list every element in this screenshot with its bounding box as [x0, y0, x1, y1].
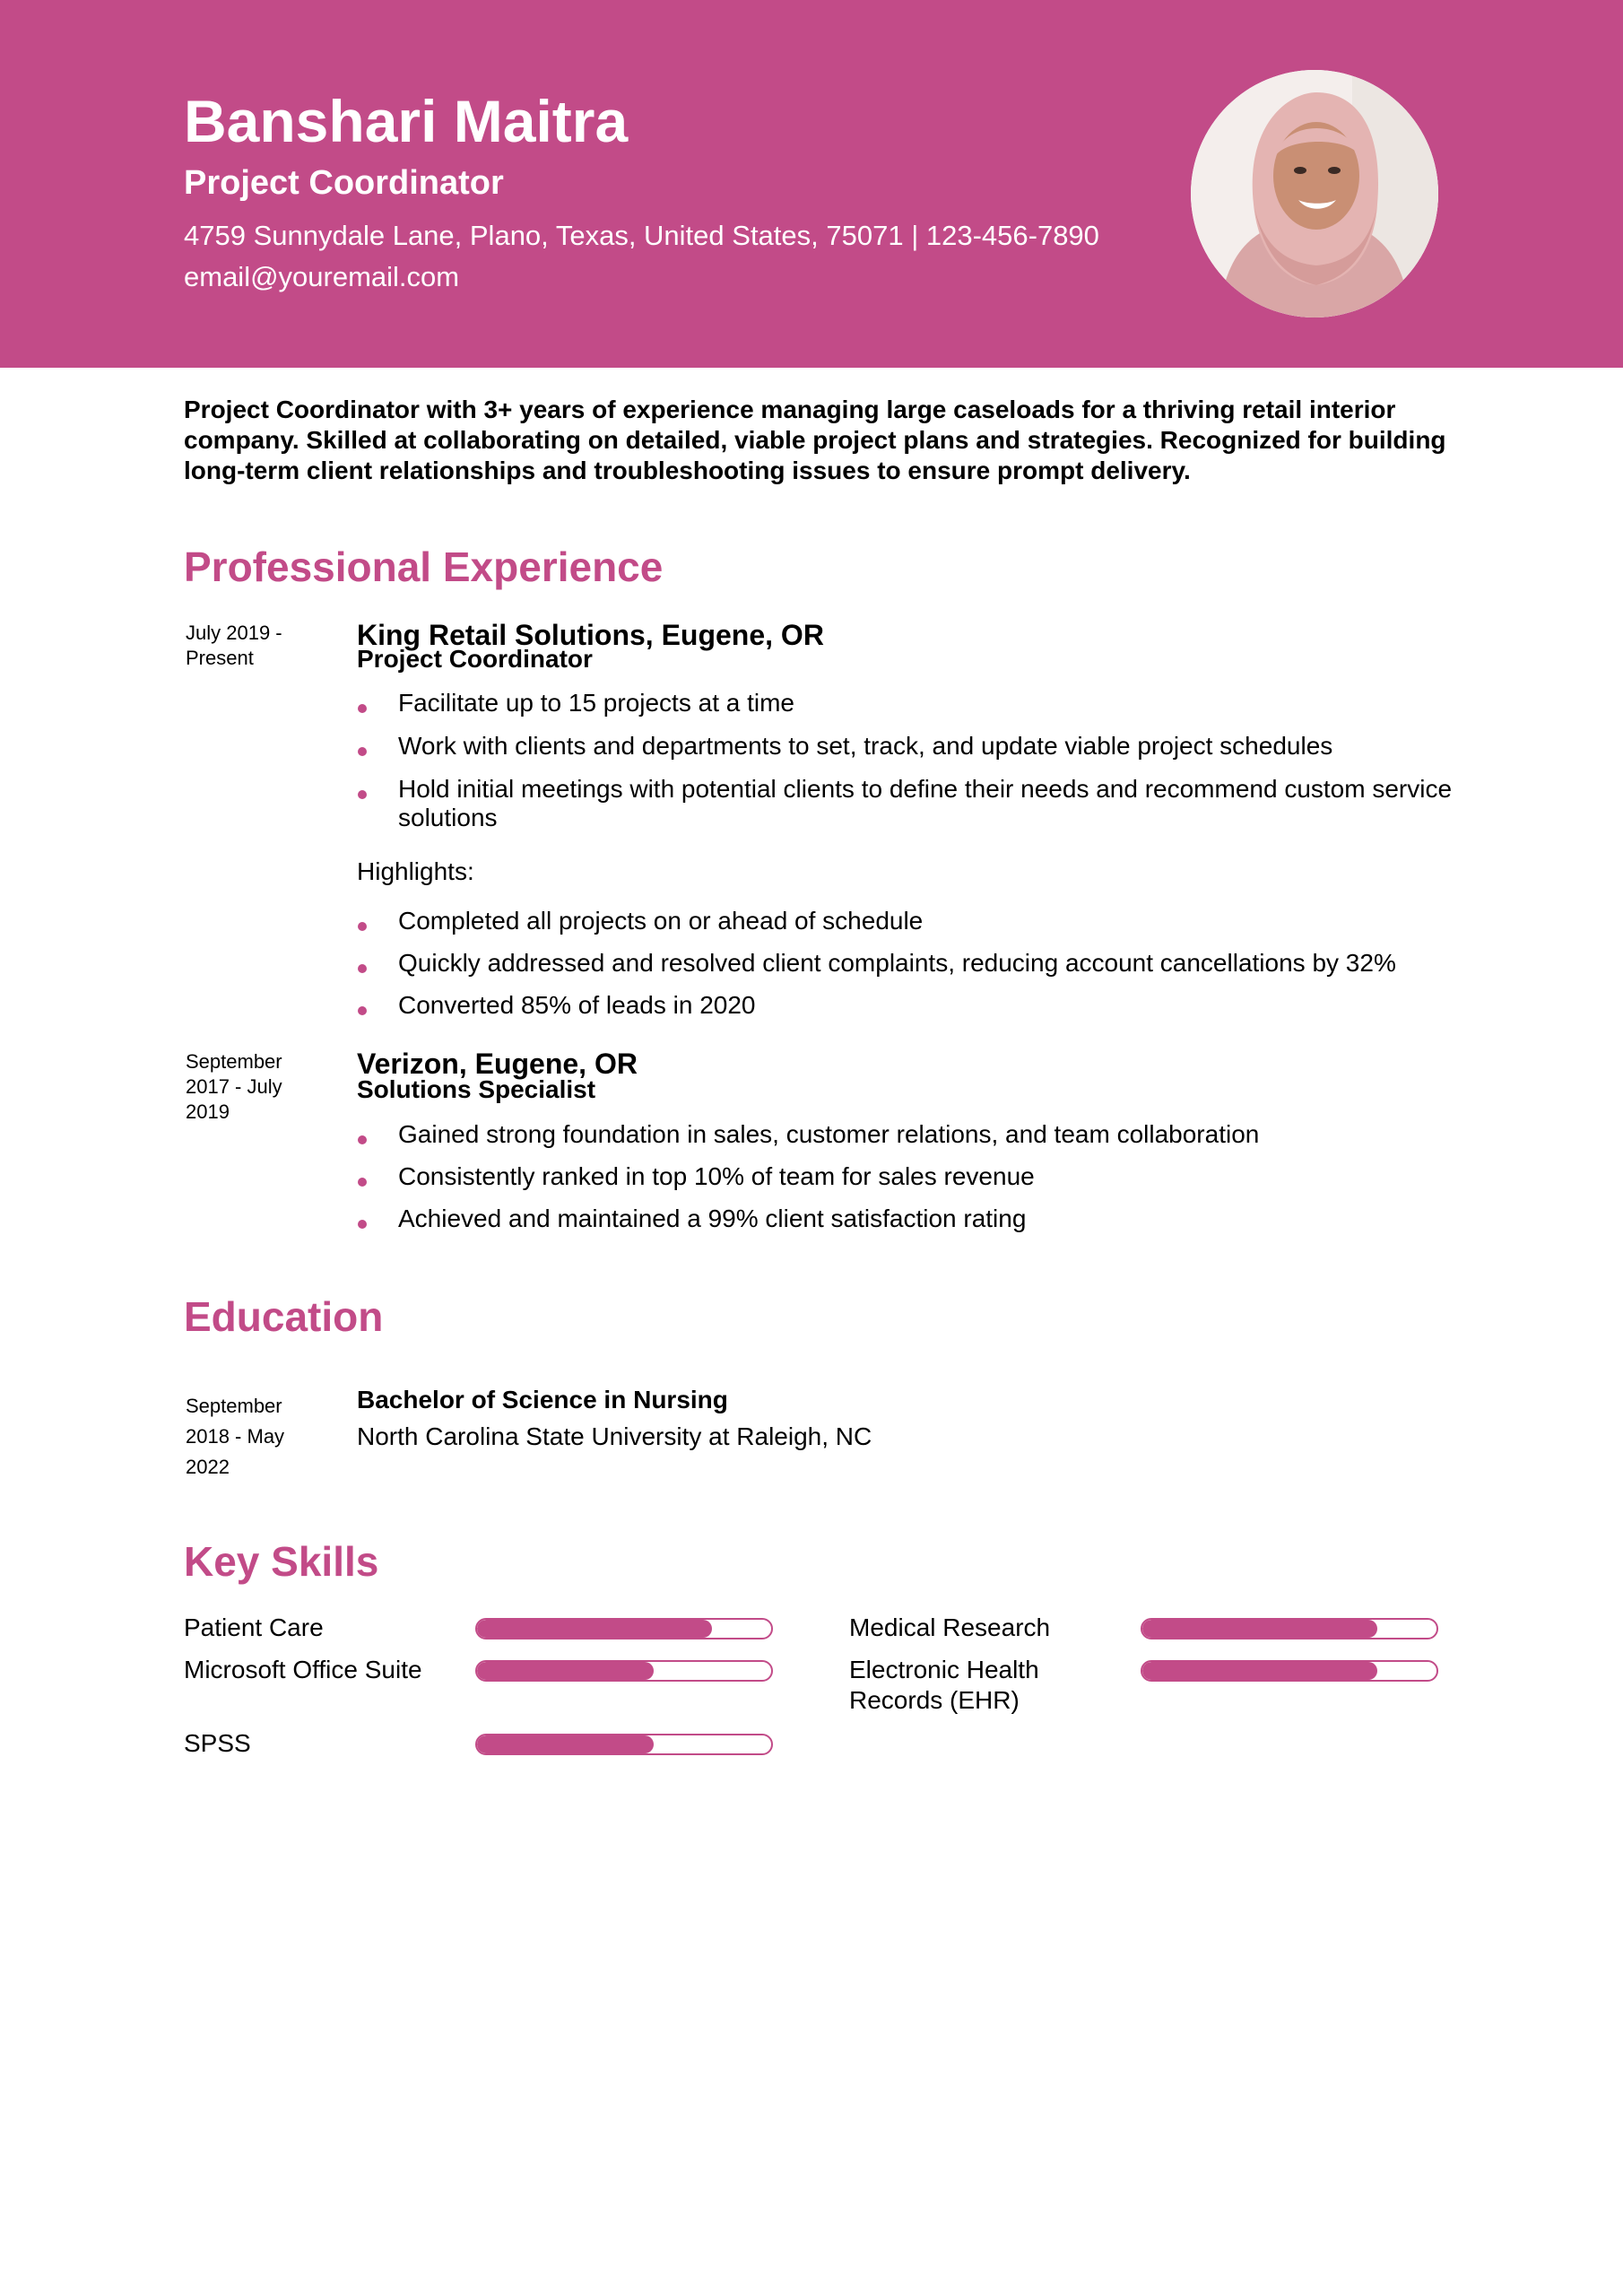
job-2-duties	[357, 1120, 1460, 1233]
professional-summary: Project Coordinator with 3+ years of experience managing large caseloads for a thriving retail interior company. Skilled at collaborating on detailed, viable project plans and strategies. Recognized for building long-term client relationships and troubleshooting issues to ensure prompt delivery.	[184, 396, 1446, 484]
bullet-icon	[358, 922, 367, 931]
header-band	[0, 0, 1623, 368]
skill-level-fill	[477, 1620, 712, 1638]
job-2-role: Solutions Specialist	[357, 1075, 596, 1103]
list-item	[357, 775, 1460, 832]
list-item	[357, 1162, 1460, 1191]
job-1-company: King Retail Solutions, Eugene, OR	[357, 619, 824, 651]
list-item	[357, 907, 1460, 935]
list-item-text: Consistently ranked in top 10% of team for sales revenue	[398, 1162, 1035, 1190]
skill-level-fill	[477, 1662, 654, 1680]
list-item-text: Work with clients and departments to set, track, and update viable project schedules	[398, 732, 1333, 760]
list-item-text: Completed all projects on or ahead of schedule	[398, 907, 924, 935]
list-item-text: Facilitate up to 15 projects at a time	[398, 689, 794, 717]
skill-name: Patient Care	[184, 1613, 324, 1641]
job-1-duties	[357, 689, 1460, 832]
skill-level-fill	[1142, 1662, 1377, 1680]
bullet-icon	[358, 704, 367, 713]
list-item-text: Gained strong foundation in sales, customer relations, and team collaboration	[398, 1120, 1260, 1148]
list-item	[357, 949, 1460, 978]
job-2-dates	[186, 1049, 329, 1125]
list-item	[357, 991, 1460, 1020]
profile-photo	[1191, 70, 1438, 317]
education-heading: Education	[184, 1293, 384, 1340]
skill-level-bar	[475, 1734, 773, 1755]
bullet-icon	[358, 747, 367, 756]
job-1-dates	[186, 621, 329, 671]
bullet-icon	[358, 1135, 367, 1144]
job-1-highlights	[357, 907, 1460, 1020]
job-2-date-line: 2019	[186, 1100, 230, 1123]
job-1-date-line: July 2019 -	[186, 622, 282, 644]
candidate-name: Banshari Maitra	[184, 88, 629, 154]
skill-level-bar	[1141, 1660, 1438, 1682]
bullet-icon	[358, 1178, 367, 1187]
skill-name: Electronic Health Records (EHR)	[849, 1656, 1039, 1714]
experience-heading: Professional Experience	[184, 544, 664, 590]
job-2-date-line: 2017 - July	[186, 1075, 282, 1098]
list-item-text: Hold initial meetings with potential clients to define their needs and recommend custom service solutions	[398, 775, 1453, 831]
list-item-text: Quickly addressed and resolved client complaints, reducing account cancellations by 32%	[398, 949, 1396, 977]
education-date-line: 2022	[186, 1456, 230, 1478]
skill-level-fill	[1142, 1620, 1377, 1638]
job-2-date-line: September	[186, 1050, 282, 1073]
skill-level-bar	[1141, 1618, 1438, 1639]
job-1-highlights-label: Highlights:	[357, 857, 474, 885]
list-item	[357, 732, 1460, 761]
job-2-company: Verizon, Eugene, OR	[357, 1048, 638, 1080]
list-item	[357, 1205, 1460, 1233]
skill-level-bar	[475, 1618, 773, 1639]
job-1-role: Project Coordinator	[357, 645, 593, 673]
list-item	[357, 1120, 1460, 1149]
list-item-text: Converted 85% of leads in 2020	[398, 991, 756, 1019]
education-school: North Carolina State University at Raleigh, NC	[357, 1422, 872, 1450]
bullet-icon	[358, 790, 367, 799]
list-item	[357, 689, 1460, 718]
education-date-line: September	[186, 1395, 282, 1417]
list-item-text: Achieved and maintained a 99% client satisfaction rating	[398, 1205, 1027, 1232]
profile-photo-illustration	[1191, 70, 1438, 317]
bullet-icon	[358, 964, 367, 973]
education-date-line: 2018 - May	[186, 1425, 285, 1448]
skill-level-fill	[477, 1735, 654, 1753]
candidate-headline: Project Coordinator	[184, 164, 504, 202]
bullet-icon	[358, 1006, 367, 1015]
bullet-icon	[358, 1220, 367, 1229]
job-1-date-line: Present	[186, 647, 254, 669]
skill-name: SPSS	[184, 1729, 251, 1757]
skill-name: Microsoft Office Suite	[184, 1656, 422, 1683]
skill-name: Medical Research	[849, 1613, 1051, 1641]
skills-heading: Key Skills	[184, 1538, 379, 1585]
contact-email: email@youremail.com	[184, 261, 460, 292]
skill-level-bar	[475, 1660, 773, 1682]
contact-address-phone: 4759 Sunnydale Lane, Plano, Texas, United States, 75071 | 123-456-7890	[184, 220, 1099, 251]
education-dates	[186, 1391, 329, 1483]
education-degree: Bachelor of Science in Nursing	[357, 1386, 728, 1413]
